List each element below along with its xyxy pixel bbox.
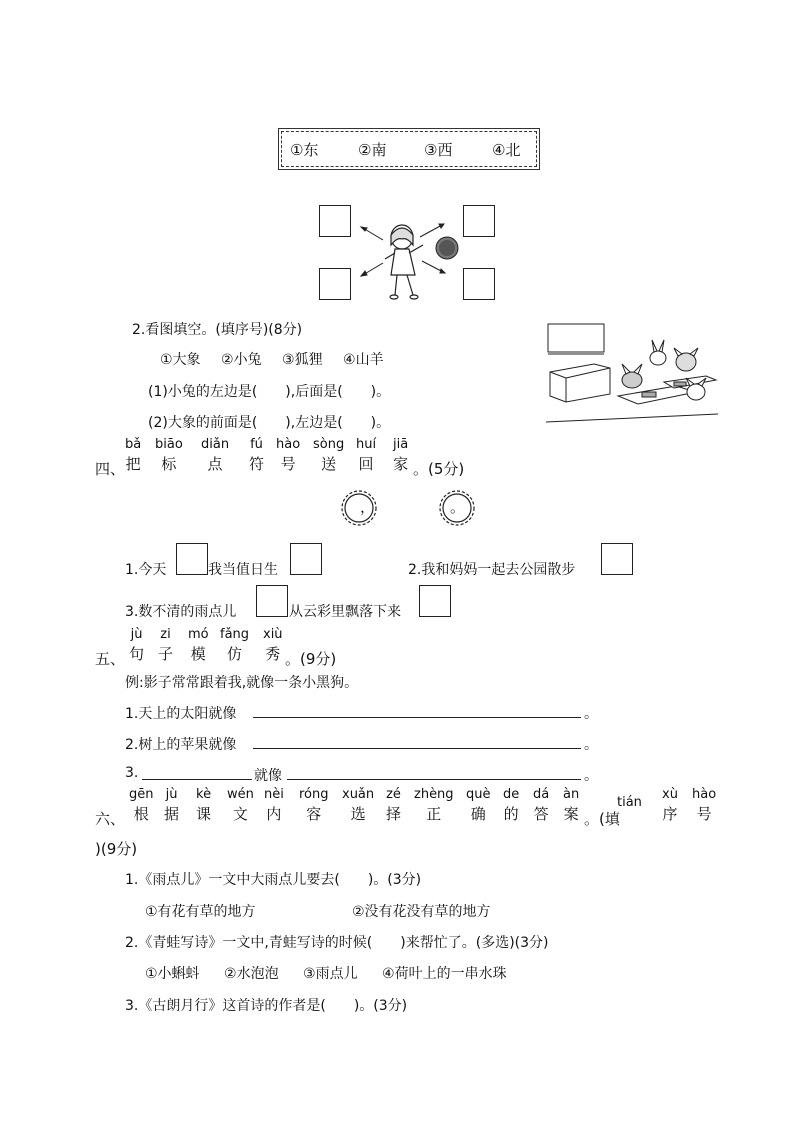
pinyin-char: fǎng 仿 — [220, 627, 250, 663]
option-south: ②南 — [358, 141, 387, 159]
pinyin-char: jù 据 — [164, 787, 180, 823]
s5-line-2: 2.树上的苹果就像 — [125, 737, 237, 753]
section-6-fill-label: 。(填 — [584, 810, 620, 828]
pinyin-char: biāo 标 — [155, 437, 183, 473]
s5-line-3a: 3. — [125, 765, 139, 781]
section-6-prefix: 六、 — [95, 810, 126, 828]
q2-option: ②小兔 — [221, 352, 262, 368]
s4-sentence-3a: 3.数不清的雨点儿 — [125, 604, 237, 620]
q2-option: ④山羊 — [343, 352, 384, 368]
section-5-score: 。(9分) — [285, 650, 337, 668]
answer-box-top-right[interactable] — [463, 205, 495, 237]
s6-q3[interactable]: 3.《古朗月行》这首诗的作者是( )。(3分) — [125, 998, 408, 1014]
s5-blank-3a[interactable] — [142, 779, 252, 780]
pinyin-char: kè 课 — [196, 787, 212, 823]
s4-sentence-1a: 1.今天 — [125, 562, 167, 578]
s6-q2-options — [145, 963, 507, 983]
pinyin-char: àn 案 — [563, 787, 580, 823]
s5-example: 例:影子常常跟着我,就像一条小黑狗。 — [125, 675, 359, 691]
s6-q1-option-2: ②没有花没有草的地方 — [352, 904, 491, 920]
pinyin-char: nèi 内 — [264, 787, 284, 823]
s4-box-2[interactable] — [290, 543, 322, 575]
pinyin-char: hào 号 — [276, 437, 301, 473]
s5-blank-2[interactable] — [253, 748, 581, 749]
s4-sentence-1b: 我当值日生 — [208, 562, 278, 578]
direction-options-box — [281, 131, 537, 167]
pinyin-char: zhèng 正 — [414, 787, 454, 823]
comma-mark: ， — [360, 498, 376, 516]
option-east: ①东 — [290, 141, 319, 159]
s6-q2-option: ④荷叶上的一串水珠 — [382, 966, 507, 982]
pinyin-char: sòng 送 — [313, 437, 345, 473]
pinyin-char: huí 回 — [356, 437, 377, 473]
q2-line-1[interactable]: (1)小兔的左边是( ),后面是( )。 — [148, 384, 391, 400]
section-5-prefix: 五、 — [95, 650, 126, 668]
s5-line-1: 1.天上的太阳就像 — [125, 706, 237, 722]
q2-title: 2.看图填空。(填序号)(8分) — [132, 322, 303, 338]
q2-line-2[interactable]: (2)大象的前面是( ),左边是( )。 — [148, 415, 391, 431]
pinyin-char: jiā 家 — [393, 437, 409, 473]
pinyin-char: bǎ 把 — [125, 437, 142, 473]
section-6-heading — [125, 788, 625, 828]
pinyin-char: xiù 秀 — [263, 627, 283, 663]
section-4-prefix: 四、 — [95, 460, 126, 478]
s4-box-1[interactable] — [176, 543, 208, 575]
pinyin-char: xuǎn 选 — [342, 787, 375, 823]
classroom-animals-illustration — [546, 322, 718, 430]
pinyin-char: wén 文 — [227, 787, 254, 823]
s5-line-3b: 就像 — [254, 768, 282, 784]
girl-facing-sun-illustration — [355, 215, 465, 305]
s6-q2-option: ①小蝌蚪 — [145, 966, 200, 982]
s5-end-3: 。 — [584, 768, 598, 784]
s4-box-3[interactable] — [601, 543, 633, 575]
section-4-heading — [125, 438, 425, 478]
period-mark: 。 — [450, 498, 466, 516]
s6-q2-option: ②水泡泡 — [224, 966, 279, 982]
section-4-score: 。(5分) — [413, 460, 465, 478]
s6-q2[interactable]: 2.《青蛙写诗》一文中,青蛙写诗的时候( )来帮忙了。(多选)(3分) — [125, 935, 549, 951]
option-west: ③西 — [424, 141, 453, 159]
s5-blank-1[interactable] — [253, 717, 581, 718]
answer-box-top-left[interactable] — [319, 205, 351, 237]
pinyin-char: zé 择 — [386, 787, 402, 823]
answer-box-bottom-right[interactable] — [463, 268, 495, 300]
s6-q1-option-1: ①有花有草的地方 — [145, 904, 256, 920]
tian-pinyin: tián — [617, 795, 642, 810]
pinyin-char: gēn 根 — [129, 787, 154, 823]
pinyin-char: què 确 — [466, 787, 491, 823]
pinyin-char: fú 符 — [249, 437, 265, 473]
pinyin-char: jù 句 — [129, 627, 145, 663]
s6-q1[interactable]: 1.《雨点儿》一文中大雨点儿要去( )。(3分) — [125, 872, 422, 888]
pinyin-char: róng 容 — [299, 787, 329, 823]
s5-end-2: 。 — [584, 737, 598, 753]
s4-box-4[interactable] — [256, 585, 288, 617]
pinyin-char: xù 序 — [662, 787, 678, 823]
s4-box-5[interactable] — [419, 585, 451, 617]
pinyin-char: mó 模 — [188, 627, 209, 663]
pinyin-char: de 的 — [503, 787, 520, 823]
pinyin-char: hào 号 — [692, 787, 717, 823]
s5-blank-3b[interactable] — [287, 779, 581, 780]
q2-option: ③狐狸 — [282, 352, 323, 368]
option-north: ④北 — [492, 141, 521, 159]
s6-q2-option: ③雨点儿 — [303, 966, 358, 982]
s4-sentence-2: 2.我和妈妈一起去公园散步 — [408, 562, 576, 578]
s5-end-1: 。 — [584, 706, 598, 722]
q2-options — [160, 349, 384, 369]
pinyin-char: zi 子 — [158, 627, 174, 663]
section-6-heading-end — [650, 788, 730, 828]
q2-option: ①大象 — [160, 352, 201, 368]
pinyin-char: dá 答 — [533, 787, 550, 823]
section-6-score: )(9分) — [95, 840, 138, 858]
s4-sentence-3b: 从云彩里飘落下来 — [289, 604, 401, 620]
sun-icon — [436, 237, 458, 259]
pinyin-char: diǎn 点 — [201, 437, 230, 473]
answer-box-bottom-left[interactable] — [319, 268, 351, 300]
